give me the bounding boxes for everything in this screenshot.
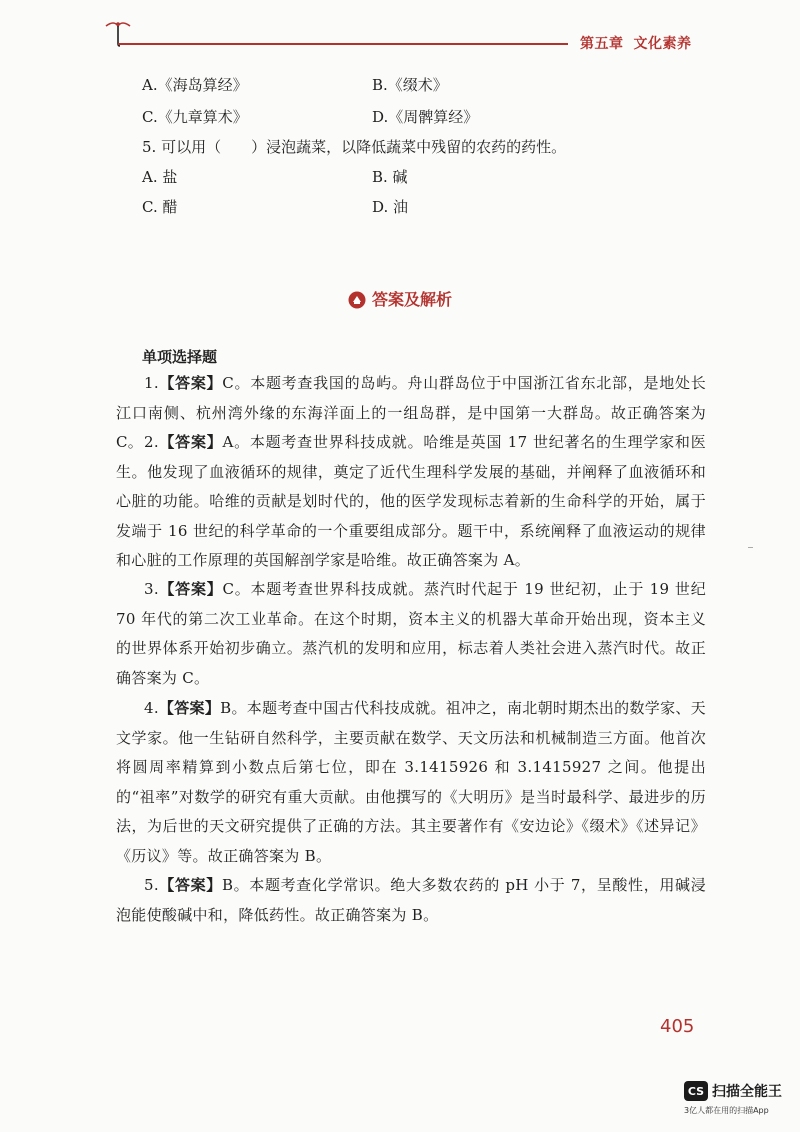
watermark-tagline: 3亿人都在用的扫描App (684, 1106, 769, 1115)
q5-option-c: C. 醋 (142, 198, 178, 216)
answer-text: A。本题考查世界科技成就。哈维是英国 17 世纪著名的生理学家和医生。他发现了血液循环的规律，奠定了近代生理科学发展的基础，并阐释了血液循环和心脏的功能。哈维的贡献是划时代的，他的医学发现标志着新的生命科学的开始，属于发端于 16 世纪的科学革命的一个重要组成部分。题干中，系统阐释了血液运动的规律和心脏的工作原理的英国解剖学家是哈维。故正确答案为 A。 (116, 433, 706, 569)
q5-option-b: B. 碱 (372, 168, 408, 186)
q4-option-b: B.《缀术》 (372, 76, 448, 94)
camscanner-logo-icon: CS (684, 1081, 708, 1101)
scanner-watermark (684, 1081, 782, 1116)
answer-text: C。本题考查我国的岛屿。舟山群岛位于中国浙江省东北部，是地处长江口南侧、杭州湾外缘的东海洋面上的一组岛群，是中国第一大群岛。故正确答案为 C。 (116, 374, 706, 451)
header-rule (118, 43, 568, 45)
chapter-number: 第五章 (580, 36, 624, 52)
answer-tag: 【答案】 (158, 876, 222, 894)
answer-item (116, 694, 706, 871)
answer-tag: 【答案】 (158, 433, 223, 451)
answer-section-title (0, 287, 800, 310)
q4-option-a: A.《海岛算经》 (142, 76, 248, 94)
q5-stem: 5. 可以用（ ）浸泡蔬菜，以降低蔬菜中残留的农药的药性。 (142, 138, 567, 156)
answer-item (116, 871, 706, 930)
answer-text: B。本题考查中国古代科技成就。祖冲之，南北朝时期杰出的数学家、天文学家。他一生钻研自然科学，主要贡献在数学、天文历法和机械制造三方面。他首次将圆周率精算到小数点后第七位，即在 3.1415926 和 3.1415927 之间。他提出的“祖率”对数学的研究有重大贡献。由他撰写的《大明历》是当时最科学、最进步的历法，为后世的天文研究提供了正确的方法。其主要著作有《安边论》《缀术》《述异记》《历议》等。故正确答案为 B。 (116, 699, 706, 865)
answer-number: 4. (144, 699, 159, 717)
chapter-title: 文化素养 (633, 36, 692, 52)
chapter-heading (580, 33, 692, 53)
answer-number: 2. (144, 433, 159, 451)
q4-option-d: D.《周髀算经》 (372, 108, 479, 126)
answer-number: 5. (144, 876, 159, 894)
margin-mark (748, 547, 753, 548)
answer-tag: 【答案】 (158, 374, 223, 392)
answer-title-text: 答案及解析 (371, 290, 452, 309)
answer-tag: 【答案】 (158, 699, 221, 717)
answer-tag: 【答案】 (158, 580, 223, 598)
answer-item (116, 428, 706, 576)
answer-item (116, 575, 706, 693)
answer-number: 3. (144, 580, 159, 598)
answer-badge-icon (348, 291, 366, 309)
watermark-name: 扫描全能王 (712, 1084, 782, 1100)
section-subtitle: 单项选择题 (142, 348, 218, 366)
answer-text: B。本题考查化学常识。绝大多数农药的 pH 小于 7，呈酸性，用碱浸泡能使酸碱中和，降低药性。故正确答案为 B。 (116, 876, 706, 924)
q5-option-d: D. 油 (372, 198, 409, 216)
q4-option-c: C.《九章算术》 (142, 108, 248, 126)
q5-option-a: A. 盐 (142, 168, 178, 186)
answer-number: 1. (144, 374, 159, 392)
answer-text: C。本题考查世界科技成就。蒸汽时代起于 19 世纪初，止于 19 世纪 70 年代的第二次工业革命。在这个时期，资本主义的机器大革命开始出现，资本主义的世界体系开始初步确立。蒸汽机的发明和应用，标志着人类社会进入蒸汽时代。故正确答案为 C。 (116, 580, 706, 687)
page-header (0, 0, 800, 70)
page-number: 405 (660, 1016, 695, 1037)
